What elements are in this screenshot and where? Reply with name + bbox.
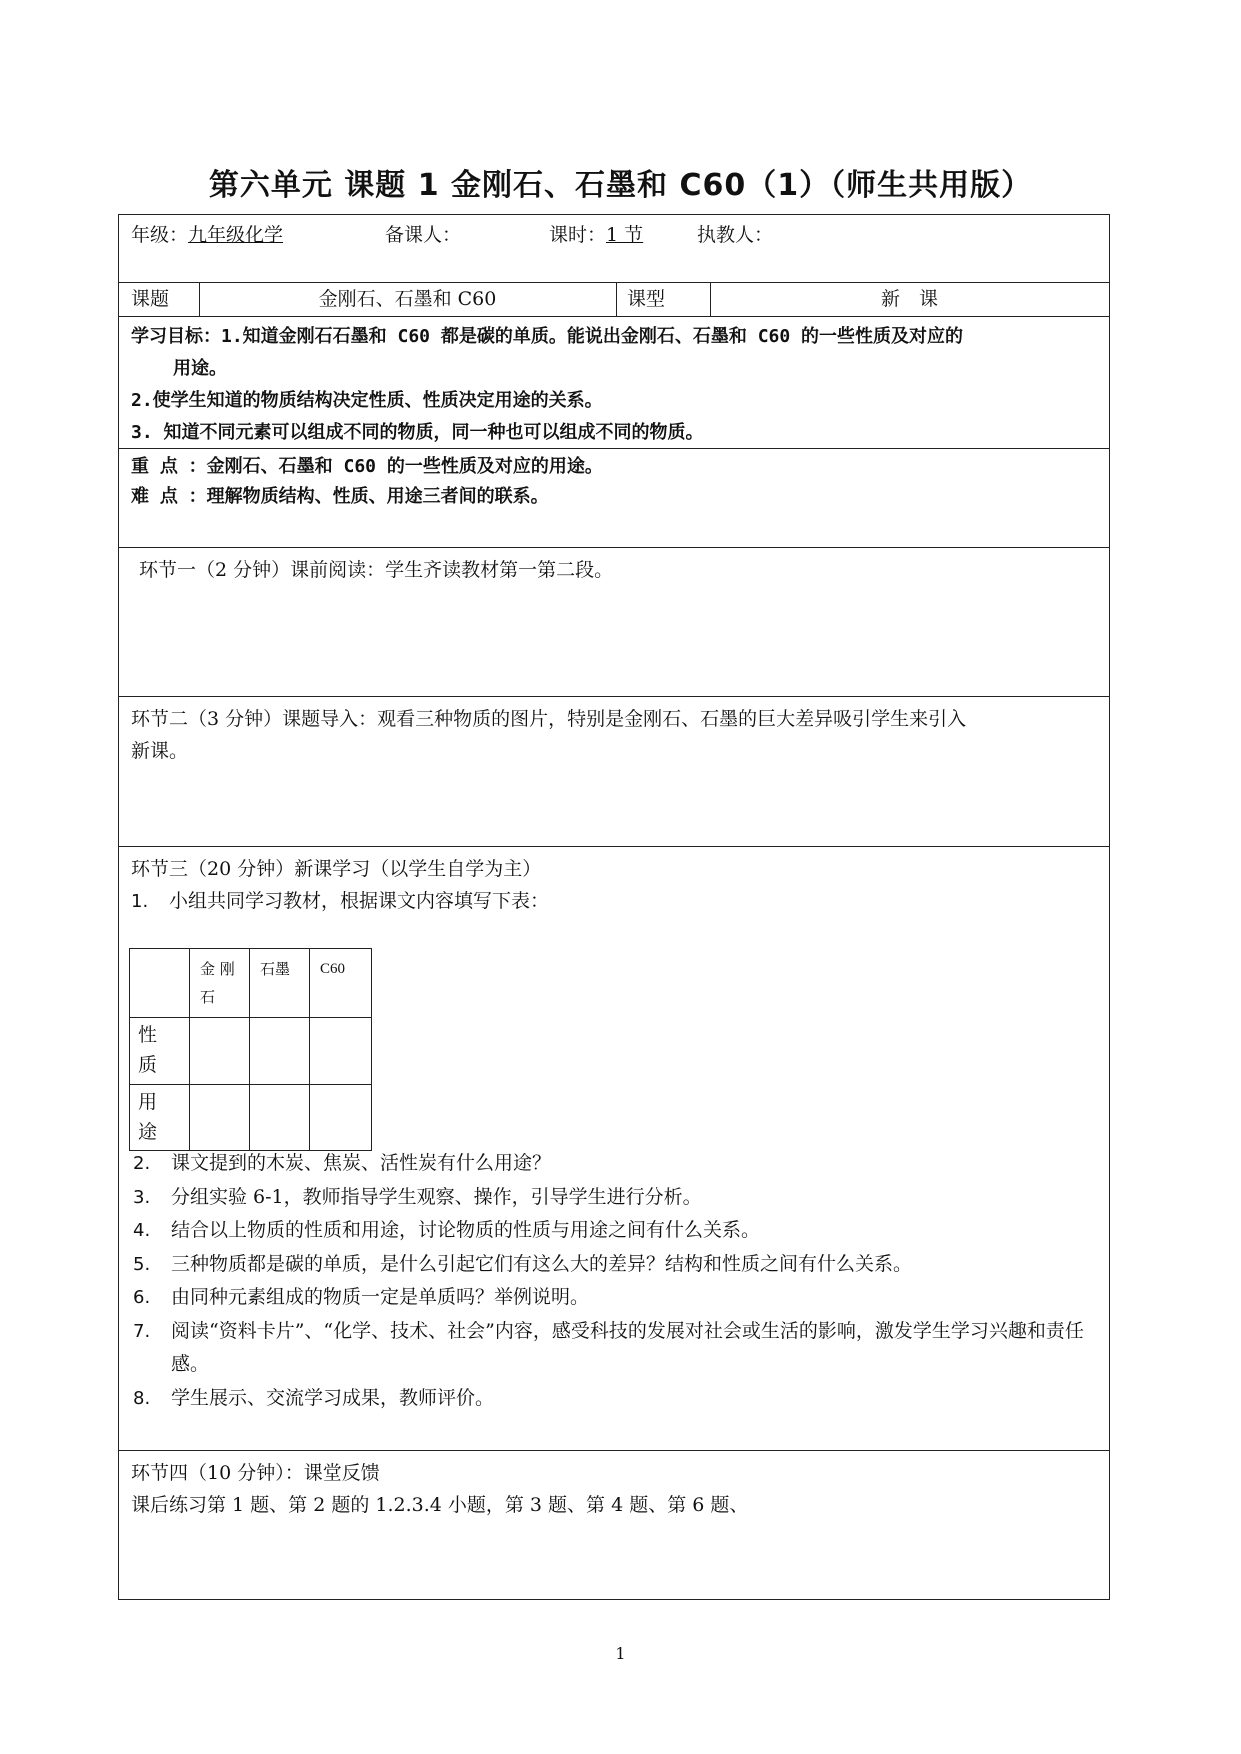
stage-3-list — [133, 1147, 1097, 1415]
list-item: 5. 三种物质都是碳的单质，是什么引起它们有这么大的差异？结构和性质之间有什么关系。 — [133, 1252, 913, 1275]
stage-2-line-2: 新课。 — [131, 740, 189, 762]
lesson-plan-table — [118, 214, 1110, 1600]
stage-2-row — [119, 696, 1109, 846]
page-title: 第六单元 课题 1 金刚石、石墨和 C60（1）（师生共用版） — [208, 168, 1033, 203]
stage-3-row — [119, 846, 1109, 1450]
table-row-property: 性 质 — [130, 1018, 190, 1085]
list-item: 3. 分组实验 6-1，教师指导学生观察、操作，引导学生进行分析。 — [133, 1185, 702, 1208]
objective-line-1: 学习目标：1.知道金刚石石墨和 C60 都是碳的单质。能说出金刚石、石墨和 C60 的一些性质及对应的 — [131, 326, 964, 347]
stage-3-item-1: 1. 小组共同学习教材，根据课文内容填写下表： — [131, 890, 550, 912]
stage-1-row — [119, 547, 1109, 696]
page-number: 1 — [615, 1644, 626, 1663]
topic-label: 课题 — [131, 288, 170, 310]
stage-2-line-1: 环节二（3 分钟）课题导入：观看三种物质的图片，特别是金刚石、石墨的巨大差异吸引学生来引入 — [131, 708, 967, 730]
table-header-diamond: 金 刚 石 — [190, 949, 250, 1018]
table-cell — [310, 1018, 372, 1085]
property-table — [129, 948, 372, 1151]
key-point: 重 点 ：金刚石、石墨和 C60 的一些性质及对应的用途。 — [131, 456, 603, 477]
table-cell — [310, 1085, 372, 1151]
table-cell — [250, 1018, 310, 1085]
objective-line-3: 3. 知道不同元素可以组成不同的物质，同一种也可以组成不同的物质。 — [131, 422, 704, 443]
type-label: 课型 — [627, 288, 666, 310]
topic-row — [119, 282, 1109, 316]
list-item: 7. 阅读“资料卡片”、“化学、技术、社会”内容，感受科技的发展对社会或生活的影响，激发学生学习兴趣和责任感。 — [133, 1319, 1084, 1375]
grade-field: 年级：九年级化学 — [131, 224, 284, 246]
table-header-graphite: 石墨 — [250, 949, 310, 1018]
stage-4-heading: 环节四（10 分钟）：课堂反馈 — [131, 1462, 380, 1484]
objective-line-1b: 用途。 — [173, 358, 227, 379]
table-cell — [190, 1085, 250, 1151]
preparer-label: 备课人： — [385, 224, 462, 246]
objective-line-2: 2.使学生知道的物质结构决定性质、性质决定用途的关系。 — [131, 390, 603, 411]
table-corner — [130, 949, 190, 1018]
info-row — [119, 215, 1109, 282]
stage-4-line: 课后练习第 1 题、第 2 题的 1.2.3.4 小题，第 3 题、第 4 题、第 6 题、 — [131, 1494, 749, 1516]
topic-value: 金刚石、石墨和 C60 — [318, 288, 497, 310]
stage-4-row — [119, 1450, 1109, 1599]
difficulty-point: 难 点 ：理解物质结构、性质、用途三者间的联系。 — [131, 486, 549, 507]
table-cell — [190, 1018, 250, 1085]
period-field: 课时：1 节 — [549, 224, 644, 246]
table-row-usage: 用 途 — [130, 1085, 190, 1151]
keypoints-row — [119, 448, 1109, 547]
table-header-c60: C60 — [310, 949, 372, 1018]
stage-1-text: 环节一（2 分钟）课前阅读：学生齐读教材第一第二段。 — [139, 559, 614, 581]
type-value: 新 课 — [880, 288, 938, 310]
list-item: 4. 结合以上物质的性质和用途，讨论物质的性质与用途之间有什么关系。 — [133, 1219, 761, 1241]
teacher-label: 执教人： — [697, 224, 774, 246]
table-cell — [250, 1085, 310, 1151]
list-item: 8. 学生展示、交流学习成果，教师评价。 — [133, 1386, 495, 1409]
list-item: 2. 课文提到的木炭、焦炭、活性炭有什么用途？ — [133, 1152, 552, 1174]
objectives-row — [119, 316, 1109, 448]
list-item: 6. 由同种元素组成的物质一定是单质吗？举例说明。 — [133, 1286, 590, 1308]
stage-3-heading: 环节三（20 分钟）新课学习（以学生自学为主） — [131, 858, 542, 880]
